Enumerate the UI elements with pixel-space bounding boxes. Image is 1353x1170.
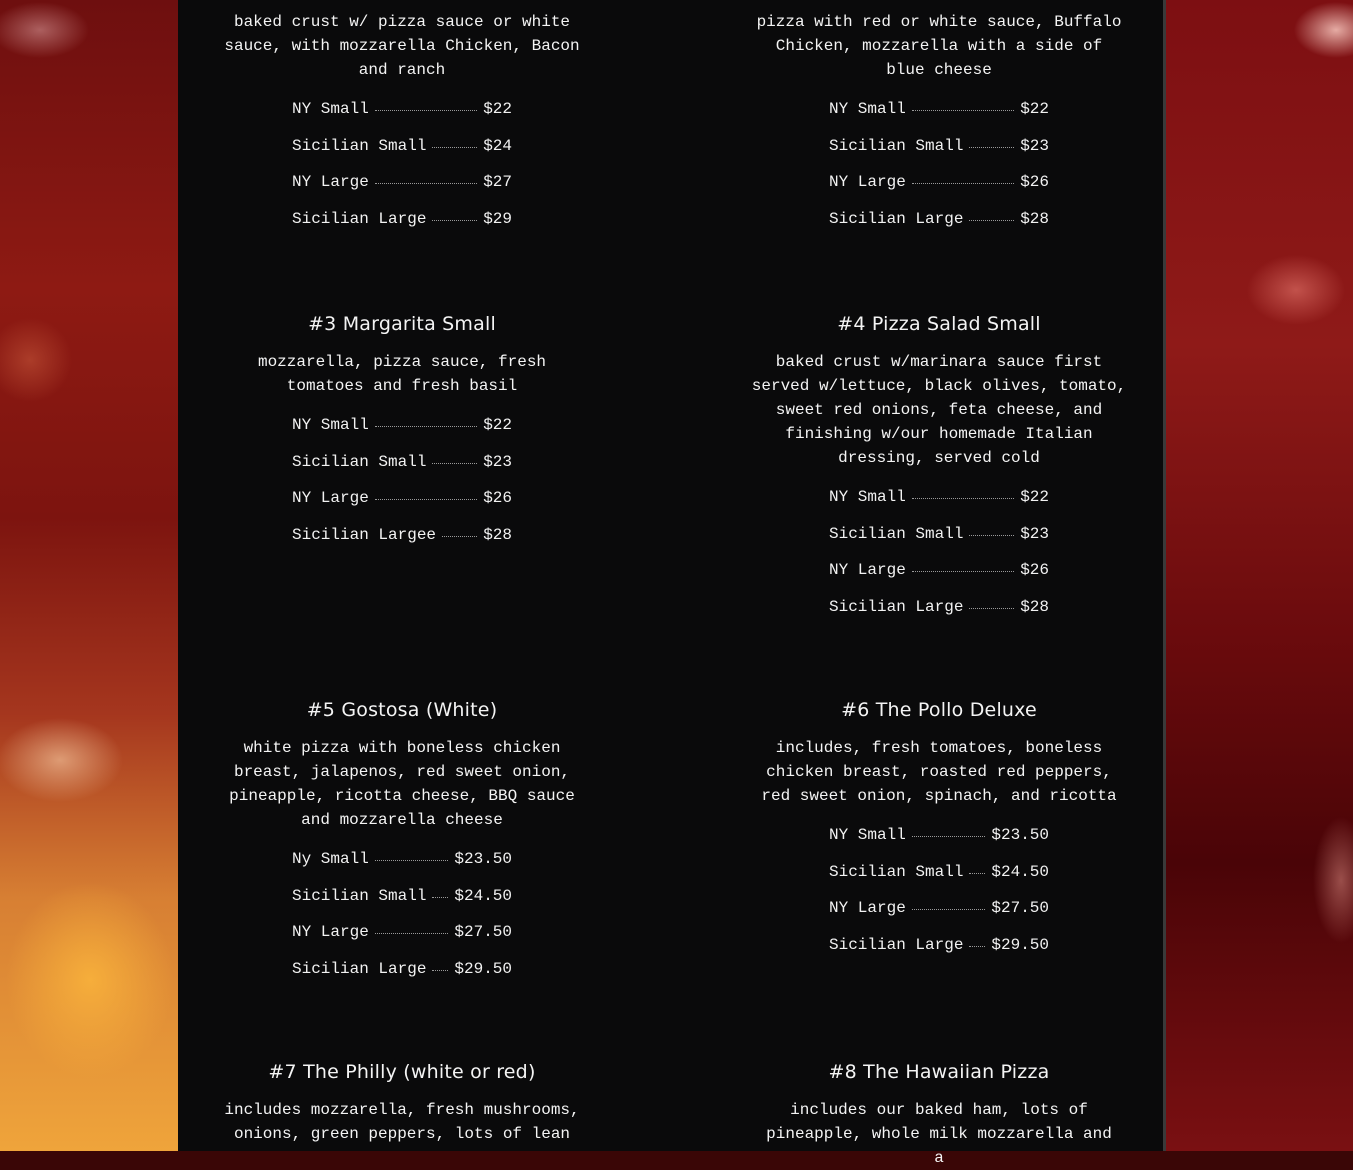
dot-leader [432, 897, 448, 898]
menu-item-title: #5 Gostosa (White) [306, 699, 498, 721]
size-name: Sicilian Large [829, 935, 964, 954]
size-price: $29 [483, 209, 512, 228]
dot-leader [442, 536, 477, 537]
menu-item [192, 698, 612, 993]
background-left [0, 0, 178, 1151]
price-list [292, 97, 512, 243]
menu-item-title: #3 Margarita Small [308, 313, 496, 335]
size-name: NY Small [292, 416, 369, 434]
size-price: $23.50 [454, 850, 512, 868]
menu-item [192, 312, 612, 559]
size-name: Sicilian Large [292, 209, 427, 228]
price-row [829, 896, 1049, 933]
size-name: Sicilian Large [292, 959, 427, 978]
dot-leader [432, 463, 477, 464]
size-price: $27 [483, 173, 512, 191]
menu-item-description: includes our baked ham, lots of pineapple, whole milk mozzarella and a [766, 1101, 1112, 1167]
size-price: $29.50 [991, 935, 1049, 954]
menu-item-description: baked crust w/marinara sauce first served w/lettuce, black olives, tomato, sweet red onions, feta cheese, and finishing w/our homemade Italian dressing, served cold [751, 353, 1127, 467]
menu-item-description: includes, fresh tomatoes, boneless chicken breast, roasted red peppers, red sweet onion, spinach, and ricotta [761, 739, 1117, 805]
price-row [829, 595, 1049, 632]
dot-leader [375, 933, 449, 934]
size-name: Sicilian Small [292, 452, 427, 471]
dot-leader [432, 147, 477, 148]
dot-leader [912, 571, 1014, 572]
size-price: $22 [483, 416, 512, 434]
price-row [292, 450, 512, 487]
menu-item-title: #8 The Hawaiian Pizza [828, 1061, 1050, 1083]
price-row [829, 522, 1049, 559]
size-name: Sicilian Small [292, 886, 427, 905]
price-list [829, 485, 1049, 631]
size-name: NY Small [292, 100, 369, 118]
price-row [829, 97, 1049, 134]
size-name: NY Large [292, 923, 369, 941]
size-name: NY Small [829, 100, 906, 118]
size-name: Sicilian Largee [292, 525, 437, 544]
dot-leader [969, 220, 1014, 221]
price-list [829, 823, 1049, 969]
size-price: $23 [1020, 524, 1049, 543]
dot-leader [912, 909, 986, 910]
dot-leader [375, 860, 449, 861]
dot-leader [969, 873, 985, 874]
price-row [829, 207, 1049, 244]
price-row [292, 523, 512, 560]
menu-item [192, 10, 612, 243]
size-price: $24 [483, 136, 512, 155]
size-price: $24.50 [454, 886, 512, 905]
menu-item-description: baked crust w/ pizza sauce or white sauce, with mozzarella Chicken, Bacon and ranch [224, 13, 580, 79]
dot-leader [969, 535, 1014, 536]
menu-item [729, 10, 1149, 243]
price-list [292, 413, 512, 559]
dot-leader [912, 498, 1014, 499]
menu-item-description: white pizza with boneless chicken breast, jalapenos, red sweet onion, pineapple, ricotta cheese, BBQ sauce and mozzarella cheese [229, 739, 575, 829]
size-price: $23 [483, 452, 512, 471]
size-price: $26 [1020, 561, 1049, 579]
size-price: $27.50 [454, 923, 512, 941]
dot-leader [432, 220, 477, 221]
background-right [1166, 0, 1353, 1151]
price-list [292, 847, 512, 993]
size-name: NY Large [292, 489, 369, 507]
size-name: NY Large [829, 173, 906, 191]
size-price: $23 [1020, 136, 1049, 155]
menu-item-description: includes mozzarella, fresh mushrooms, onions, green peppers, lots of lean [224, 1101, 580, 1143]
dot-leader [969, 946, 985, 947]
size-name: Sicilian Large [829, 209, 964, 228]
price-row [829, 558, 1049, 595]
dot-leader [375, 183, 477, 184]
size-price: $22 [483, 100, 512, 118]
price-row [829, 823, 1049, 860]
price-row [292, 486, 512, 523]
dot-leader [432, 970, 448, 971]
size-price: $24.50 [991, 862, 1049, 881]
dot-leader [969, 608, 1014, 609]
size-price: $22 [1020, 488, 1049, 506]
menu-item-description: mozzarella, pizza sauce, fresh tomatoes and fresh basil [257, 353, 547, 395]
dot-leader [969, 147, 1014, 148]
menu-item [192, 1060, 612, 1146]
price-row [292, 413, 512, 450]
size-price: $28 [483, 525, 512, 544]
size-name: NY Large [829, 899, 906, 917]
size-price: $23.50 [991, 826, 1049, 844]
price-row [829, 485, 1049, 522]
price-row [292, 134, 512, 171]
price-list [829, 97, 1049, 243]
price-row [292, 170, 512, 207]
dot-leader [912, 110, 1014, 111]
price-row [829, 933, 1049, 970]
dot-leader [912, 183, 1014, 184]
size-name: Sicilian Small [829, 862, 964, 881]
size-price: $28 [1020, 209, 1049, 228]
dot-leader [375, 426, 477, 427]
dot-leader [375, 110, 477, 111]
size-price: $26 [483, 489, 512, 507]
menu-item [729, 312, 1149, 631]
price-row [292, 97, 512, 134]
size-name: NY Large [292, 173, 369, 191]
price-row [829, 170, 1049, 207]
price-row [292, 884, 512, 921]
size-name: NY Small [829, 488, 906, 506]
menu-item-title: #4 Pizza Salad Small [837, 313, 1041, 335]
size-price: $26 [1020, 173, 1049, 191]
menu-item-title: #7 The Philly (white or red) [268, 1061, 536, 1083]
price-row [292, 847, 512, 884]
price-row [829, 134, 1049, 171]
menu-item-description: pizza with red or white sauce, Buffalo Chicken, mozzarella with a side of blue cheese [756, 13, 1122, 79]
price-row [292, 207, 512, 244]
size-name: NY Small [829, 826, 906, 844]
size-name: Sicilian Small [829, 136, 964, 155]
size-price: $29.50 [454, 959, 512, 978]
menu-item-title: #6 The Pollo Deluxe [841, 699, 1037, 721]
price-row [292, 957, 512, 994]
menu-item [729, 1060, 1149, 1170]
size-name: Ny Small [292, 850, 369, 868]
dot-leader [375, 499, 477, 500]
size-name: Sicilian Large [829, 597, 964, 616]
size-price: $28 [1020, 597, 1049, 616]
size-price: $22 [1020, 100, 1049, 118]
price-row [292, 920, 512, 957]
size-name: Sicilian Small [829, 524, 964, 543]
size-name: NY Large [829, 561, 906, 579]
menu-item [729, 698, 1149, 969]
size-name: Sicilian Small [292, 136, 427, 155]
price-row [829, 860, 1049, 897]
dot-leader [912, 836, 986, 837]
size-price: $27.50 [991, 899, 1049, 917]
